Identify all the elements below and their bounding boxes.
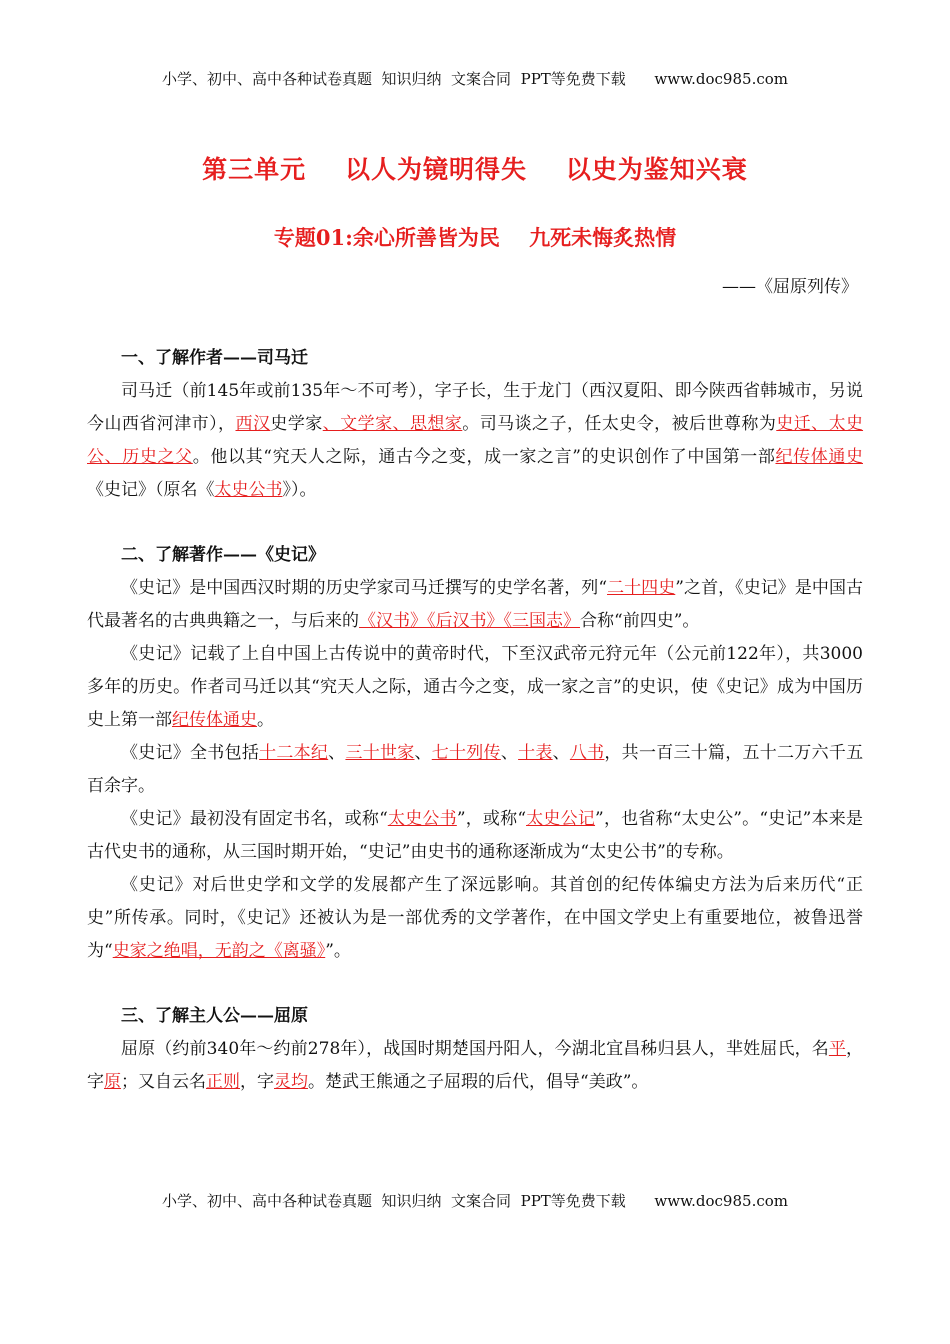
key-term-highlight: 太史公书 — [214, 480, 283, 500]
section-heading: 三、了解主人公——屈原 — [121, 1006, 308, 1026]
section-spacer — [87, 507, 863, 539]
key-term-highlight: 灵均 — [274, 1072, 308, 1092]
text-run: 《史记》（原名《 — [87, 480, 215, 500]
source-attribution: ——《屈原列传》 — [722, 277, 858, 297]
text-run: ，字 — [87, 1039, 863, 1092]
body-paragraph — [87, 638, 863, 737]
key-term-highlight: 纪传体通史 — [172, 710, 257, 730]
document-body — [87, 342, 863, 1099]
section-spacer — [87, 968, 863, 1000]
text-run: 、 — [500, 743, 519, 763]
text-run: 。司马谈之子，任太史令，被后世尊称为 — [462, 414, 777, 434]
text-run: 《史记》是中国西汉时期的历史学家司马迁撰写的史学名著，列“ — [121, 578, 608, 598]
text-run: 《史记》全书包括 — [121, 743, 260, 763]
key-term-highlight: 二十四史 — [607, 578, 676, 598]
key-term-highlight: 太史公记 — [526, 809, 596, 829]
text-run: ”之首，《史记》是中国古代最著名的古典典籍之一，与后来的 — [87, 578, 863, 631]
text-run: 司马迁（前145年或前135年～不可考），字子长，生于龙门（西汉夏阳、即今陕西省韩城市，另说今山西省河津市）， — [87, 381, 863, 434]
key-term-highlight: 《汉书》《后汉书》《三国志》 — [359, 611, 580, 631]
key-term-highlight: 、文学家、思想家 — [322, 414, 463, 434]
topic-subtitle: 专题01:余心所善皆为民 九死未悔炙热情 — [273, 225, 677, 250]
text-run: 史学家 — [270, 414, 323, 434]
body-paragraph — [87, 737, 863, 803]
text-run: 、 — [414, 743, 432, 763]
text-run: 《史记》最初没有固定书名，或称“ — [121, 809, 388, 829]
text-run: 。 — [257, 710, 274, 730]
body-paragraph — [87, 1033, 863, 1099]
text-run: 、 — [328, 743, 346, 763]
text-run: 》）。 — [282, 480, 317, 500]
page-footer: 小学、初中、高中各种试卷真题 知识归纳 文案合同 PPT等免费下载 www.doc985.com — [161, 1192, 788, 1210]
key-term-highlight: 八书 — [569, 743, 605, 763]
body-paragraph — [87, 803, 863, 869]
text-run: 《史记》记载了上自中国上古传说中的黄帝时代，下至汉武帝元狩元年（公元前122年），共3000多年的历史。作者司马迁以其“究天人之际，通古今之变，成一家之言”的史识，使《史记》成为中国历史上第一部 — [87, 644, 863, 730]
unit-title: 第三单元 以人为镜明得失 以史为鉴知兴衰 — [202, 155, 748, 184]
text-run: ，字 — [240, 1072, 274, 1092]
text-run: 屈原（约前340年～约前278年），战国时期楚国丹阳人，今湖北宜昌秭归县人，芈姓屈氏，名 — [121, 1039, 829, 1059]
text-run: ，共一百三十篇，五十二万六千五百余字。 — [87, 743, 864, 796]
text-run: 。他以其“究天人之际，通古今之变，成一家之言”的史识创作了中国第一部 — [192, 447, 776, 467]
key-term-highlight: 史家之绝唱，无韵之《离骚》 — [112, 941, 326, 961]
key-term-highlight: 十二本纪 — [259, 743, 329, 763]
body-paragraph — [87, 572, 863, 638]
text-run: 、 — [552, 743, 570, 763]
key-term-highlight: 太史公书 — [387, 809, 457, 829]
text-run: 《史记》对后世史学和文学的发展都产生了深远影响。其首创的纪传体编史方法为后来历代“正史”所传承。同时，《史记》还被认为是一部优秀的文学著作，在中国文学史上有重要地位，被鲁迅誉为“ — [87, 875, 863, 961]
body-paragraph — [87, 375, 863, 507]
key-term-highlight: 平 — [828, 1039, 846, 1059]
key-term-highlight: 史迁、太史公、历史之父 — [87, 414, 864, 467]
text-run: 。楚武王熊通之子屈瑕的后代，倡导“美政”。 — [308, 1072, 649, 1092]
text-run: 合称“前四史”。 — [580, 611, 700, 631]
key-term-highlight: 正则 — [206, 1072, 240, 1092]
key-term-highlight: 纪传体通史 — [775, 447, 863, 467]
text-run: ”。 — [325, 941, 351, 961]
section-heading: 一、了解作者——司马迁 — [121, 348, 308, 368]
key-term-highlight: 十表 — [518, 743, 553, 763]
key-term-highlight: 七十列传 — [431, 743, 501, 763]
text-run: ；又自云名 — [121, 1072, 206, 1092]
text-run: ”，或称“ — [456, 809, 527, 829]
key-term-highlight: 西汉 — [235, 414, 271, 434]
key-term-highlight: 三十世家 — [345, 743, 415, 763]
section-heading: 二、了解著作——《史记》 — [121, 545, 325, 565]
body-paragraph — [87, 869, 863, 968]
text-run: ”，也省称“太史公”。“史记”本来是古代史书的通称，从三国时期开始，“史记”由史书的通称逐渐成为“太史公书”的专称。 — [87, 809, 863, 862]
page-header: 小学、初中、高中各种试卷真题 知识归纳 文案合同 PPT等免费下载 www.doc985.com — [161, 70, 788, 88]
key-term-highlight: 原 — [104, 1072, 121, 1092]
